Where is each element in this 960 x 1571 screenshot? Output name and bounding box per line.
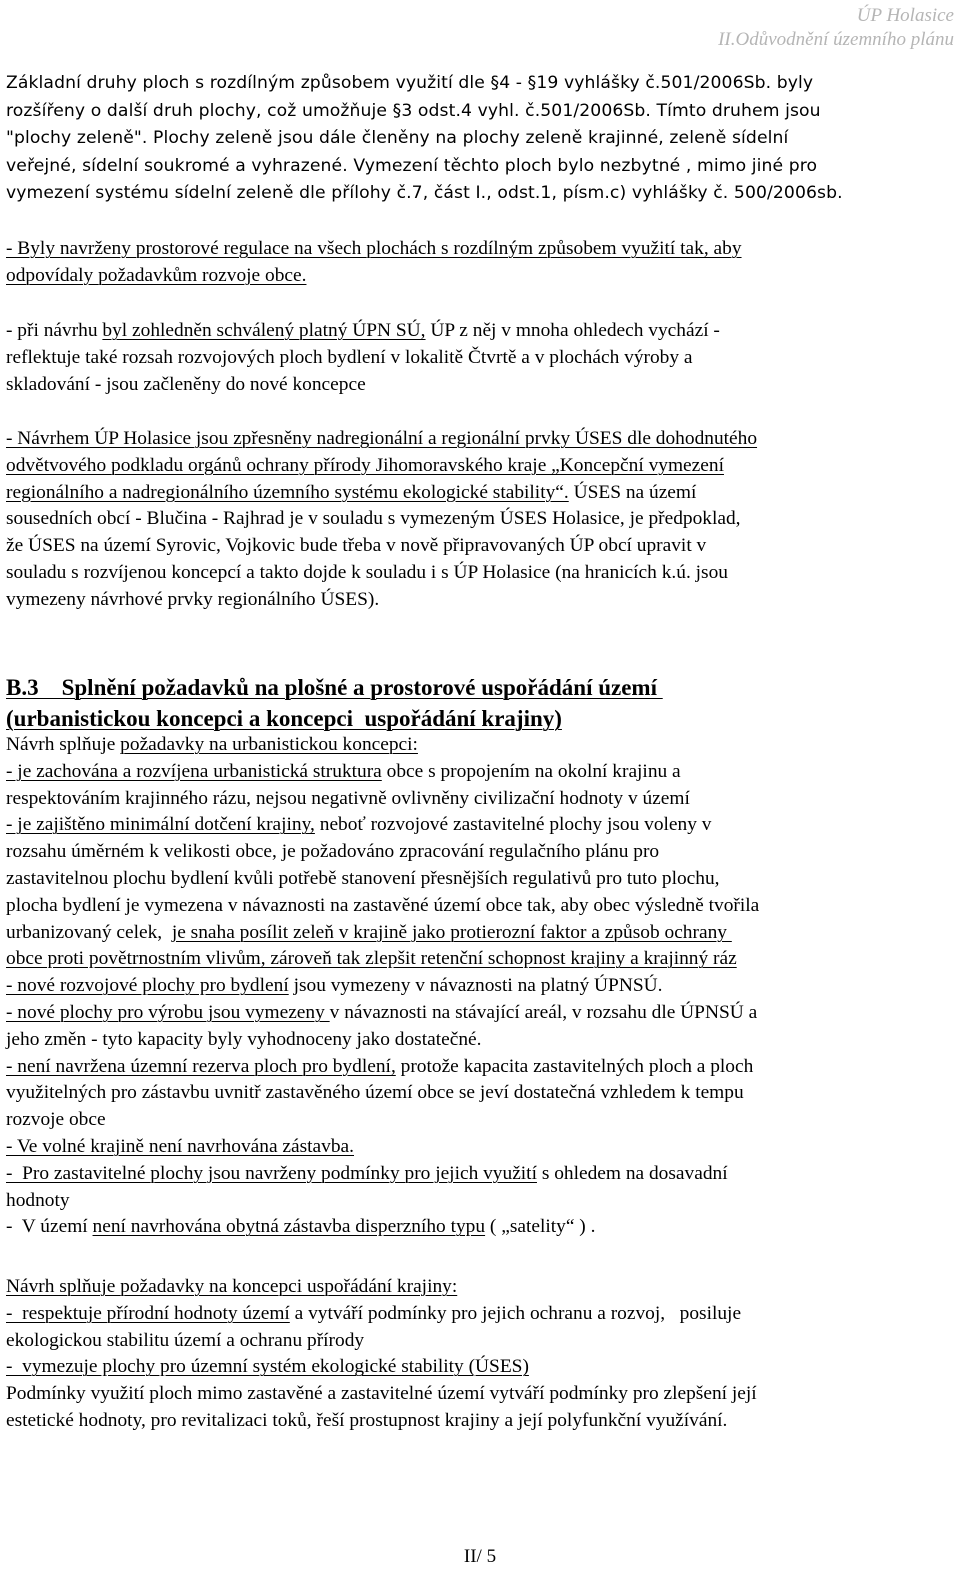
- text-line: Návrh splňuje požadavky na urbanistickou koncepci:: [6, 734, 418, 755]
- text-line: Návrh splňuje požadavky na koncepci uspořádání krajiny:: [6, 1276, 458, 1297]
- text-line: jeho změn - tyto kapacity byly vyhodnoceny jako dostatečné.: [6, 1028, 482, 1050]
- text-line: vymezení systému sídelní zeleně dle přílohy č.7, část I., odst.1, písm.c) vyhlášky č. 500/2006sb.: [6, 183, 843, 203]
- koncepce-krajiny: [6, 1274, 954, 1435]
- text-line: rozšířeny o další druh plochy, což umožňuje §3 odst.4 vyhl. č.501/2006Sb. Tímto druhem jsou: [6, 100, 821, 121]
- list-item: - V území není navrhována obytná zástavba disperzního typu ( „satelity“ ) .: [6, 1216, 596, 1238]
- list-item: - nové rozvojové plochy pro bydlení jsou vymezeny v návaznosti na platný ÚPNSÚ.: [6, 975, 663, 997]
- list-item: - nové plochy pro výrobu jsou vymezeny v návaznosti na stávající areál, v rozsahu dle ÚPNSÚ a: [6, 1001, 758, 1023]
- paragraph-regulace: [6, 236, 954, 290]
- list-item: - respektuje přírodní hodnoty území a vytváří podmínky pro jejich ochranu a rozvoj, posiluje: [6, 1302, 742, 1324]
- paragraph-uses: [6, 426, 954, 614]
- text-line: skladování - jsou začleněny do nové koncepce: [6, 373, 366, 395]
- paragraph-upn-su: [6, 318, 954, 398]
- page-header: [718, 4, 954, 52]
- text-line: sousedních obcí - Blučina - Rajhrad je v souladu s vymezeným ÚSES Holasice, je předpoklad,: [6, 508, 741, 530]
- page-number: II/ 5: [463, 1546, 497, 1567]
- text-line: urbanizovaný celek, je snaha posílit zeleň v krajině jako protierozní faktor a způsob ochrany: [6, 921, 732, 943]
- header-subtitle: II.Odůvodnění územního plánu: [718, 29, 954, 50]
- text-line: estetické hodnoty, pro revitalizaci toků, řeší prostupnost krajiny a její polyfunkční využívání.: [6, 1409, 728, 1431]
- text-line: vymezeny návrhové prvky regionálního ÚSES).: [6, 588, 380, 610]
- text-line: respektováním krajinného rázu, nejsou negativně ovlivněny civilizační hodnoty v území: [6, 787, 690, 809]
- text-line: reflektuje také rozsah rozvojových ploch bydlení v lokalitě Čtvrtě a v plochách výroby a: [6, 346, 693, 368]
- text-line: Podmínky využití ploch mimo zastavěné a zastavitelné území vytváří podmínky pro zlepšení její: [6, 1383, 757, 1405]
- text-line: odpovídaly požadavkům rozvoje obce.: [6, 264, 307, 286]
- section-heading-line: B.3 Splnění požadavků na plošné a prostorové uspořádání území: [6, 675, 663, 700]
- urbanisticka-koncepce: [6, 732, 954, 1241]
- section-heading-line: (urbanistickou koncepci a koncepci uspořádání krajiny): [6, 706, 562, 731]
- text-line: - Návrhem ÚP Holasice jsou zpřesněny nadregionální a regionální prvky ÚSES dle dohodnutého: [6, 428, 758, 449]
- section-heading-b3: [6, 672, 954, 734]
- text-line: obce proti povětrnostním vlivům, zároveň tak zlepšit retenční schopnost krajiny a krajinný ráz: [6, 948, 737, 970]
- text-line: zastavitelnou plochu bydlení kvůli potřebě stanovení přesnějších regulativů pro tuto plochu,: [6, 867, 720, 889]
- text-line: - při návrhu byl zohledněn schválený platný ÚPN SÚ, ÚP z něj v mnoha ohledech vychází -: [6, 320, 720, 341]
- list-item: - není navržena územní rezerva ploch pro bydlení, protože kapacita zastavitelných ploch a ploch: [6, 1055, 754, 1077]
- text-line: plocha bydlení je vymezena v návaznosti na zastavěné území obce tak, aby obec výsledně tvořila: [6, 894, 760, 916]
- text-line: odvětvového podkladu orgánů ochrany přírody Jihomoravského kraje „Koncepční vymezení: [6, 454, 724, 476]
- text-line: veřejné, sídelní soukromé a vyhrazené. Vymezení těchto ploch bylo nezbytné , mimo jiné pro: [6, 155, 818, 176]
- text-line: rozsahu úměrném k velikosti obce, je požadováno zpracování regulačního plánu pro: [6, 841, 660, 863]
- text-line: souladu s rozvíjenou koncepcí a takto dojde k souladu i s ÚP Holasice (na hranicích k.ú. jsou: [6, 561, 728, 583]
- list-item: - je zajištěno minimální dotčení krajiny, neboť rozvojové zastavitelné plochy jsou voleny v: [6, 814, 712, 836]
- text-line: ekologickou stabilitu území a ochranu přírody: [6, 1329, 365, 1351]
- text-line: "plochy zeleně". Plochy zeleně jsou dále členěny na plochy zeleně krajinné, zeleně sídelní: [6, 128, 789, 148]
- list-item: - vymezuje plochy pro územní systém ekologické stability (ÚSES): [6, 1356, 529, 1378]
- paragraph-plochy-zelene: [6, 70, 954, 208]
- header-title: ÚP Holasice: [856, 5, 954, 26]
- text-line: hodnoty: [6, 1189, 70, 1211]
- text-line: rozvoje obce: [6, 1109, 106, 1131]
- text-line: regionálního a nadregionálního územního systému ekologické stability“. ÚSES na území: [6, 481, 697, 503]
- list-item: - Ve volné krajině není navrhována zástavba.: [6, 1135, 354, 1157]
- text-line: že ÚSES na území Syrovic, Vojkovic bude třeba v nově připravovaných ÚP obcí upravit v: [6, 535, 707, 557]
- text-line: Základní druhy ploch s rozdílným způsobem využití dle §4 - §19 vyhlášky č.501/2006Sb. byly: [6, 73, 814, 93]
- list-item: - Pro zastavitelné plochy jsou navrženy podmínky pro jejich využití s ohledem na dosavadní: [6, 1162, 728, 1184]
- text-line: využitelných pro zástavbu uvnitř zastavěného území obce se jeví dostatečná vzhledem k tempu: [6, 1082, 744, 1104]
- text-line: - Byly navrženy prostorové regulace na všech plochách s rozdílným způsobem využití tak, aby: [6, 238, 742, 259]
- list-item: - je zachována a rozvíjena urbanistická struktura obce s propojením na okolní krajinu a: [6, 760, 681, 782]
